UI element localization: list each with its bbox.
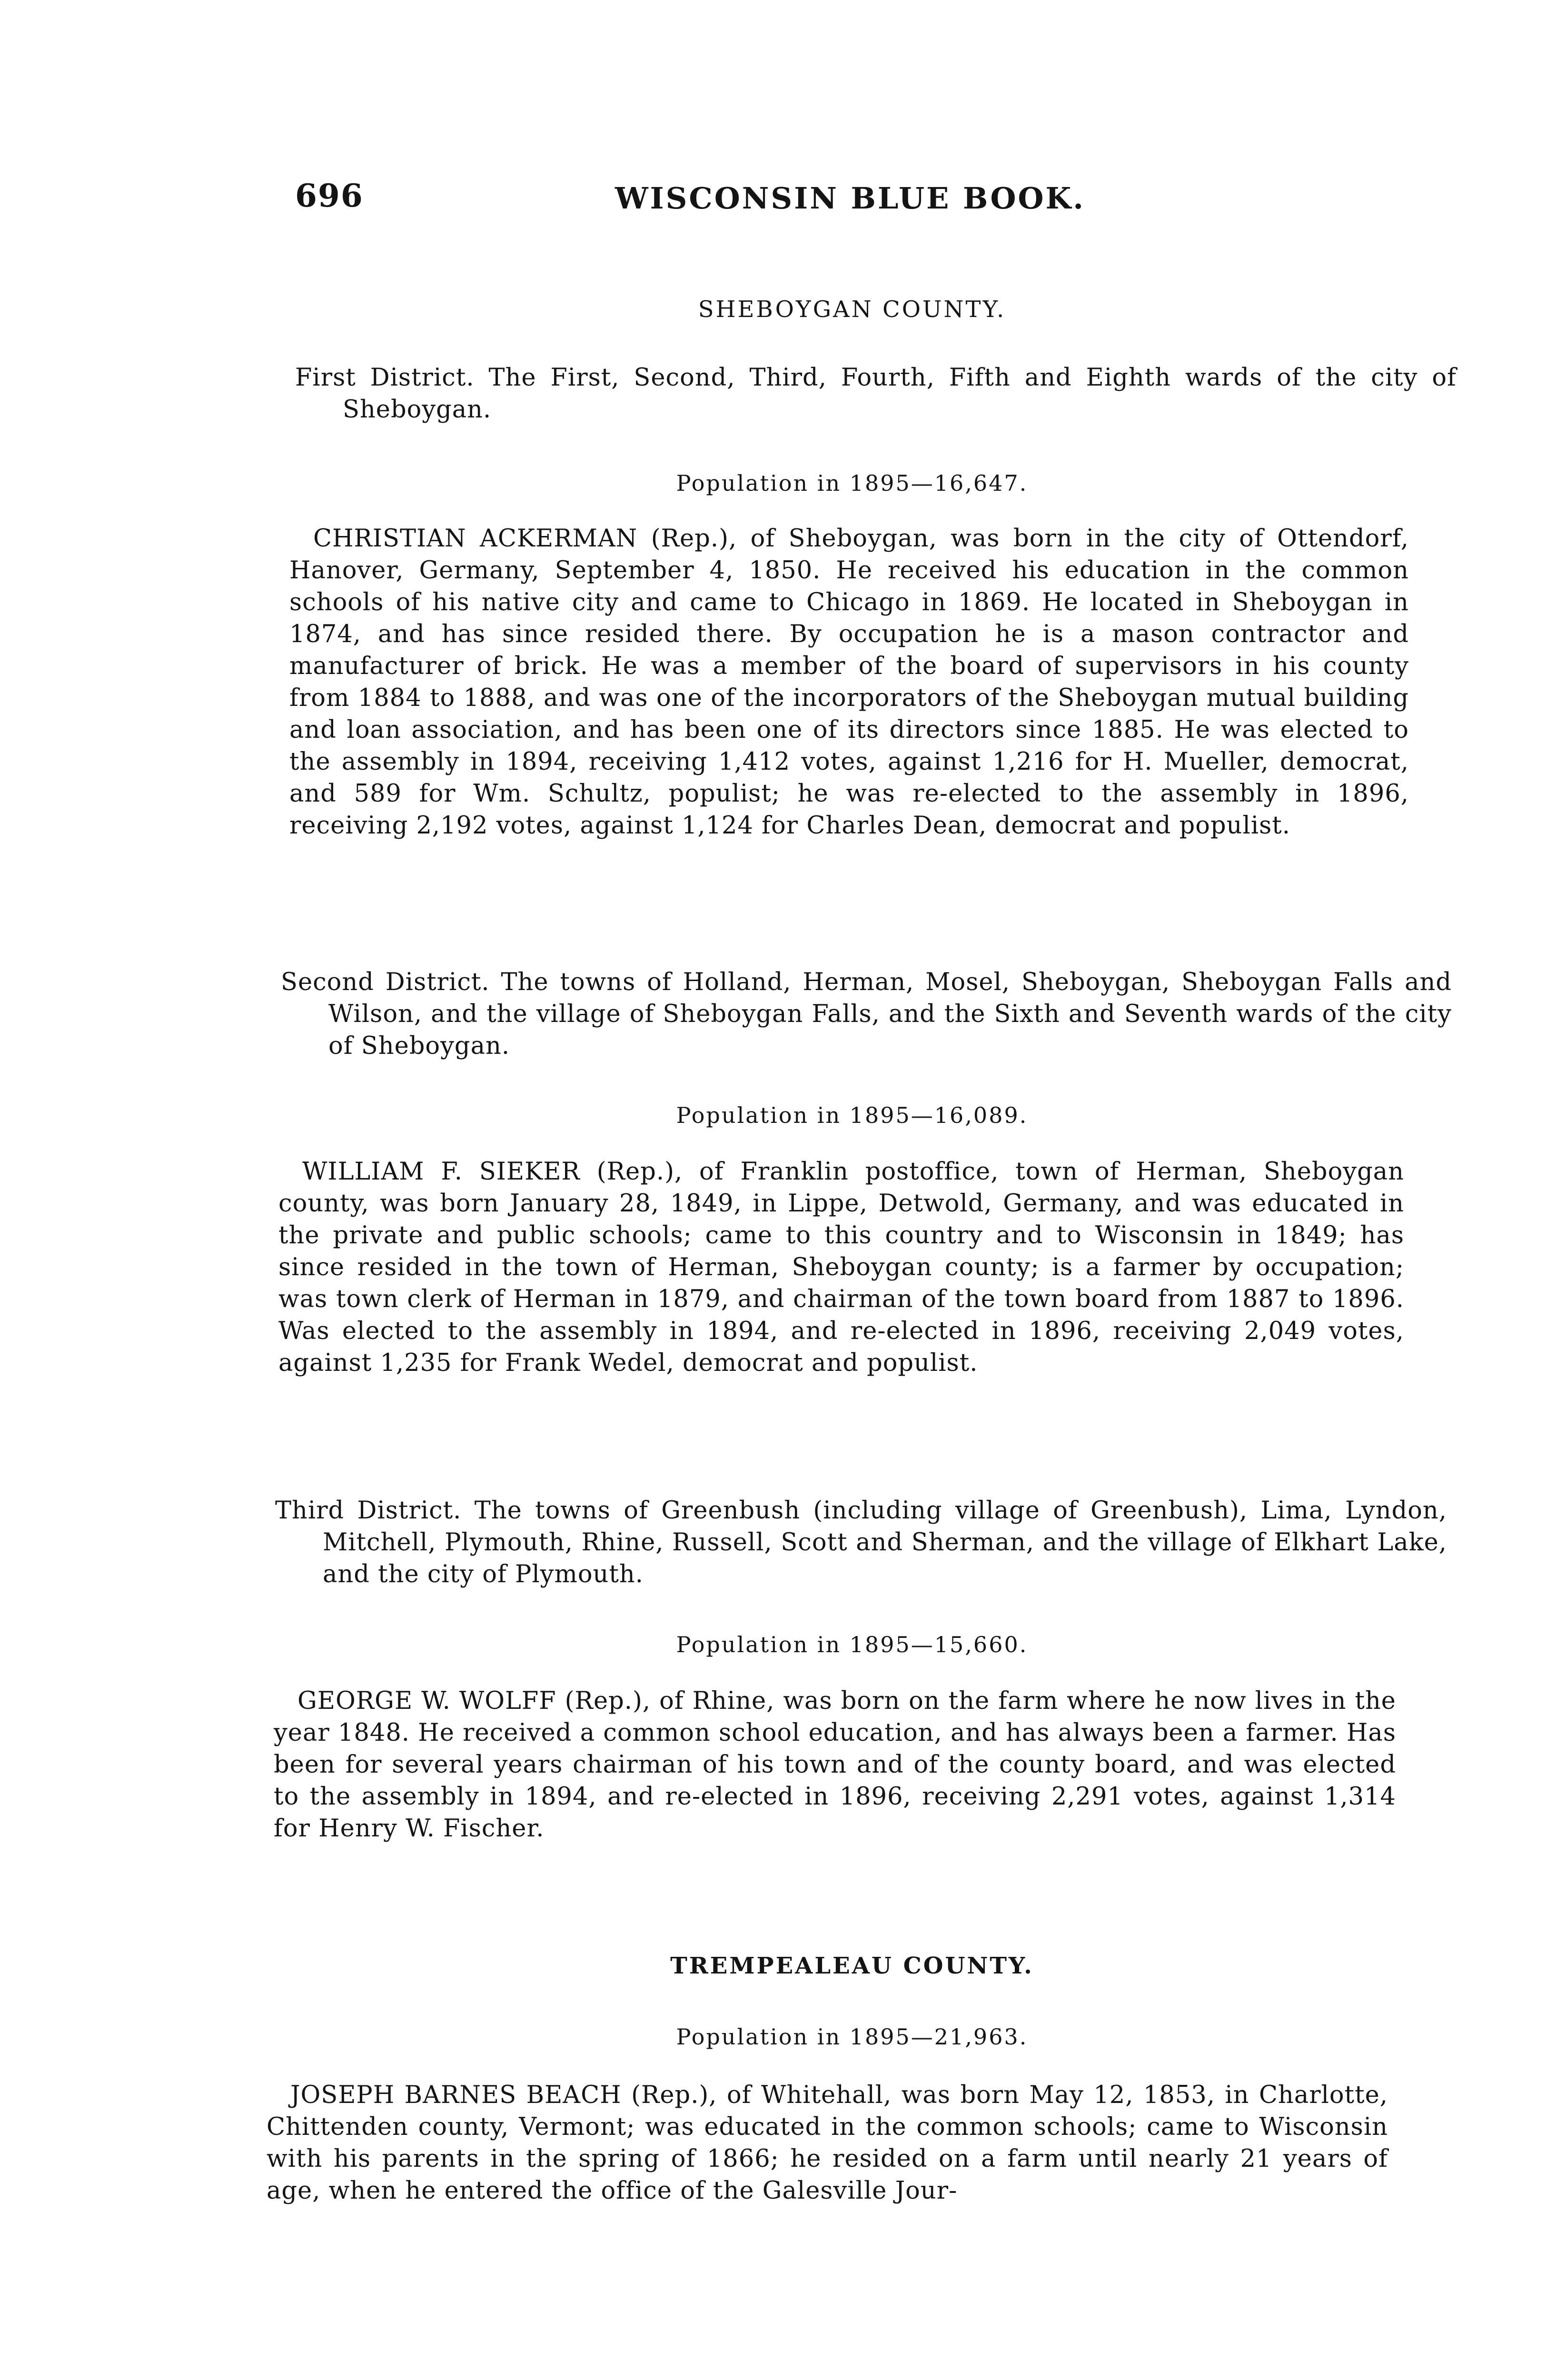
district-description-first: First District. The First, Second, Third, Fourth, Fifth and Eighth wards of the city of Sheboygan. [295, 364, 1457, 424]
biography-george-wolff: GEORGE W. WOLFF (Rep.), of Rhine, was born on the farm where he now lives in the year 1848. He received a common school education, and has always been a farmer. Has been for several years chairman of his town and of the county board, and was elected to the assembly in 1894, and re-elected in 1896, receiving 2,291 votes, against 1,314 for Henry W. Fischer. [274, 1687, 1396, 1843]
district-description-third: Third District. The towns of Greenbush (including village of Greenbush), Lima, Lyndon, Mitchell, Plymouth, Rhine, Russell, Scott and Sherman, and the village of Elkhart Lake, and the city of Plymouth. [275, 1497, 1447, 1588]
population-third-district: Population in 1895—15,660. [676, 1632, 1028, 1657]
county-heading-trempealeau: TREMPEALEAU COUNTY. [670, 1953, 1034, 1979]
biography-christian-ackerman: CHRISTIAN ACKERMAN (Rep.), of Sheboygan, was born in the city of Ottendorf, Hanover, Germany, September 4, 1850. He received his education in the common schools of his native city and came to Chicago in 1869. He located in Sheboygan in 1874, and has since resided there. By occupation he is a mason contractor and manufacturer of brick. He was a member of the board of supervisors in his county from 1884 to 1888, and was one of the incorporators of the Sheboygan mutual building and loan association, and has been one of its directors since 1885. He was elected to the assembly in 1894, receiving 1,412 votes, against 1,216 for H. Mueller, democrat, and 589 for Wm. Schultz, populist; he was re-elected to the assembly in 1896, receiving 2,192 votes, against 1,124 for Charles Dean, democrat and populist. [289, 525, 1409, 840]
biography-william-sieker: WILLIAM F. SIEKER (Rep.), of Franklin postoffice, town of Herman, Sheboygan county, was born January 28, 1849, in Lippe, Detwold, Germany, and was educated in the private and public schools; came to this country and to Wisconsin in 1849; has since resided in the town of Herman, Sheboygan county; is a farmer by occupation; was town clerk of Herman in 1879, and chairman of the town board from 1887 to 1896. Was elected to the assembly in 1894, and re-elected in 1896, receiving 2,049 votes, against 1,235 for Frank Wedel, democrat and populist. [278, 1158, 1404, 1377]
population-first-district: Population in 1895—16,647. [676, 470, 1028, 496]
running-header: WISCONSIN BLUE BOOK. [615, 181, 1086, 216]
population-trempealeau: Population in 1895—21,963. [676, 2024, 1028, 2050]
county-heading-sheboygan: SHEBOYGAN COUNTY. [698, 296, 1006, 323]
biography-joseph-beach: JOSEPH BARNES BEACH (Rep.), of Whitehall, was born May 12, 1853, in Charlotte, Chittenden county, Vermont; was educated in the common schools; came to Wisconsin with his parents in the spring of 1866; he resided on a farm until nearly 21 years of age, when he entered the office of the Galesville Jour- [267, 2081, 1388, 2205]
population-second-district: Population in 1895—16,089. [676, 1102, 1028, 1128]
page-number: 696 [295, 177, 364, 214]
district-description-second: Second District. The towns of Holland, Herman, Mosel, Sheboygan, Sheboygan Falls and Wilson, and the village of Sheboygan Falls, and the Sixth and Seventh wards of the city of Sheboygan. [281, 968, 1452, 1060]
